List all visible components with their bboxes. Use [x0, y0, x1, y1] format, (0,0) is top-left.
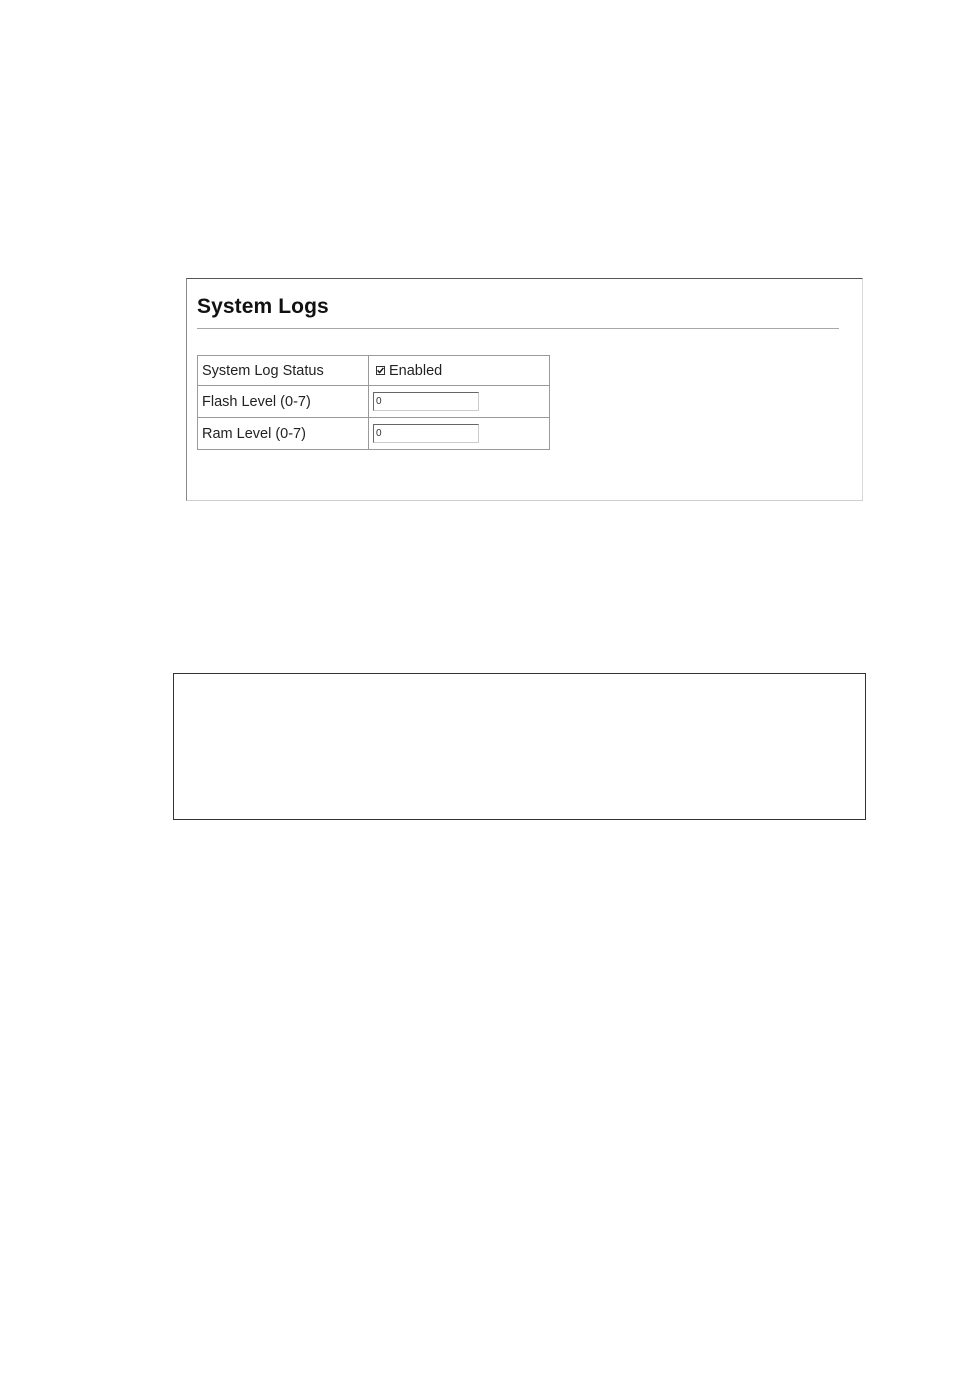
flash-level-label: Flash Level (0-7): [198, 386, 369, 417]
title-divider: [197, 328, 839, 329]
page-title: System Logs: [197, 295, 329, 318]
ram-level-cell: [369, 418, 549, 449]
table-row-flash-level: [198, 386, 549, 418]
system-logs-panel: [186, 278, 863, 501]
ram-level-input[interactable]: [373, 424, 479, 443]
settings-table: [197, 355, 550, 450]
ram-level-label: Ram Level (0-7): [198, 418, 369, 449]
empty-bordered-box: [173, 673, 866, 820]
system-log-status-value: [369, 356, 549, 385]
flash-level-input[interactable]: [373, 392, 479, 411]
checkmark-icon: [377, 367, 384, 374]
table-row-system-log-status: [198, 356, 549, 386]
system-log-status-label: System Log Status: [198, 356, 369, 385]
flash-level-cell: [369, 386, 549, 417]
enabled-checkbox[interactable]: [376, 366, 385, 375]
table-row-ram-level: [198, 418, 549, 449]
enabled-checkbox-label: Enabled: [389, 362, 443, 379]
